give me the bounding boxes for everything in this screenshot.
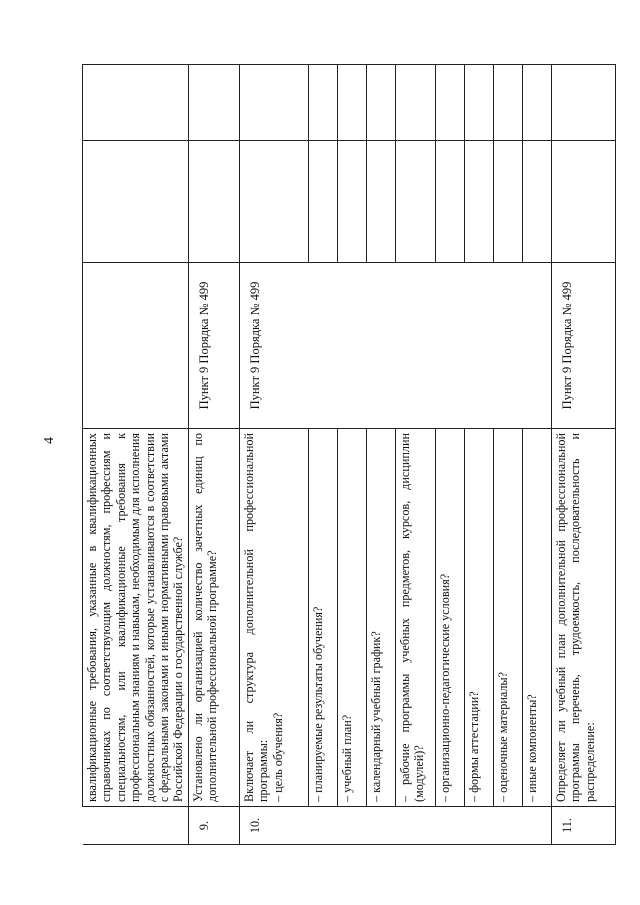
reference-cell: Пункт 9 Порядка № 499 xyxy=(239,263,551,429)
note-cell xyxy=(337,65,366,141)
checklist-table xyxy=(82,64,616,845)
answer-cell xyxy=(395,141,435,263)
reference-cell: Пункт 9 Порядка № 499 xyxy=(188,263,239,429)
table-row xyxy=(83,65,189,845)
answer-cell xyxy=(83,141,189,263)
note-cell xyxy=(395,65,435,141)
question-cell: Определяет ли учебный план дополнительной профессиональной программы перечень, трудоемкость, последовательность и распределение: xyxy=(551,429,615,807)
table-row xyxy=(188,65,239,845)
answer-cell xyxy=(188,141,239,263)
row-number-cell: 9. xyxy=(188,807,239,845)
table-row xyxy=(366,65,395,845)
answer-cell xyxy=(435,141,464,263)
reference-cell xyxy=(83,263,189,429)
table-row xyxy=(337,65,366,845)
subitem-cell: – формы аттестации? xyxy=(464,429,493,807)
row-number-cell xyxy=(83,807,189,845)
table-row xyxy=(308,65,337,845)
answer-cell xyxy=(239,141,308,263)
answer-cell xyxy=(308,141,337,263)
checklist-table-rotated xyxy=(82,65,610,845)
note-cell xyxy=(493,65,522,141)
subitem-cell: – планируемые результаты обучения? xyxy=(308,429,337,807)
answer-cell xyxy=(366,141,395,263)
question-cell: Включает ли структура дополнительной профессиональной программы: – цель обучения? xyxy=(239,429,308,807)
answer-cell xyxy=(337,141,366,263)
table-row xyxy=(435,65,464,845)
note-cell xyxy=(366,65,395,141)
note-cell xyxy=(83,65,189,141)
question-cell: Установлено ли организацией количество зачетных единиц по дополнительной профессиональной программе? xyxy=(188,429,239,807)
table-row xyxy=(395,65,435,845)
table-row xyxy=(464,65,493,845)
row-number-cell: 10. xyxy=(239,807,551,845)
subitem-cell: – оценочные материалы? xyxy=(493,429,522,807)
subitem-cell: – иные компоненты? xyxy=(522,429,551,807)
table-row xyxy=(493,65,522,845)
subitem-cell: – организационно-педагогические условия? xyxy=(435,429,464,807)
note-cell xyxy=(435,65,464,141)
answer-cell xyxy=(551,141,615,263)
page-number: 4 xyxy=(42,437,57,444)
note-cell xyxy=(188,65,239,141)
table-row xyxy=(551,65,615,845)
note-cell xyxy=(522,65,551,141)
subitem-cell: – учебный план? xyxy=(337,429,366,807)
answer-cell xyxy=(493,141,522,263)
note-cell xyxy=(308,65,337,141)
reference-cell: Пункт 9 Порядка № 499 xyxy=(551,263,615,429)
subitem-cell: – рабочие программы учебных предметов, курсов, дисциплин (модулей)? xyxy=(395,429,435,807)
answer-cell xyxy=(464,141,493,263)
criteria-question-cell: квалификационные требования, указанные в квалификационных справочниках по соответствующим должностям, профессиям и специальностям, или квалификационные требования к профессиональным знаниям и навыкам, необходимым для исполнения должностных обязанностей, которые устанавливаются в соответствии с федеральными законами и иными нормативными правовыми актами Российской Федерации о государственной службе? xyxy=(83,429,189,807)
note-cell xyxy=(464,65,493,141)
note-cell xyxy=(239,65,308,141)
table-row xyxy=(239,65,308,845)
subitem-cell: – календарный учебный график? xyxy=(366,429,395,807)
row-number-cell: 11. xyxy=(551,807,615,845)
note-cell xyxy=(551,65,615,141)
answer-cell xyxy=(522,141,551,263)
table-row xyxy=(522,65,551,845)
